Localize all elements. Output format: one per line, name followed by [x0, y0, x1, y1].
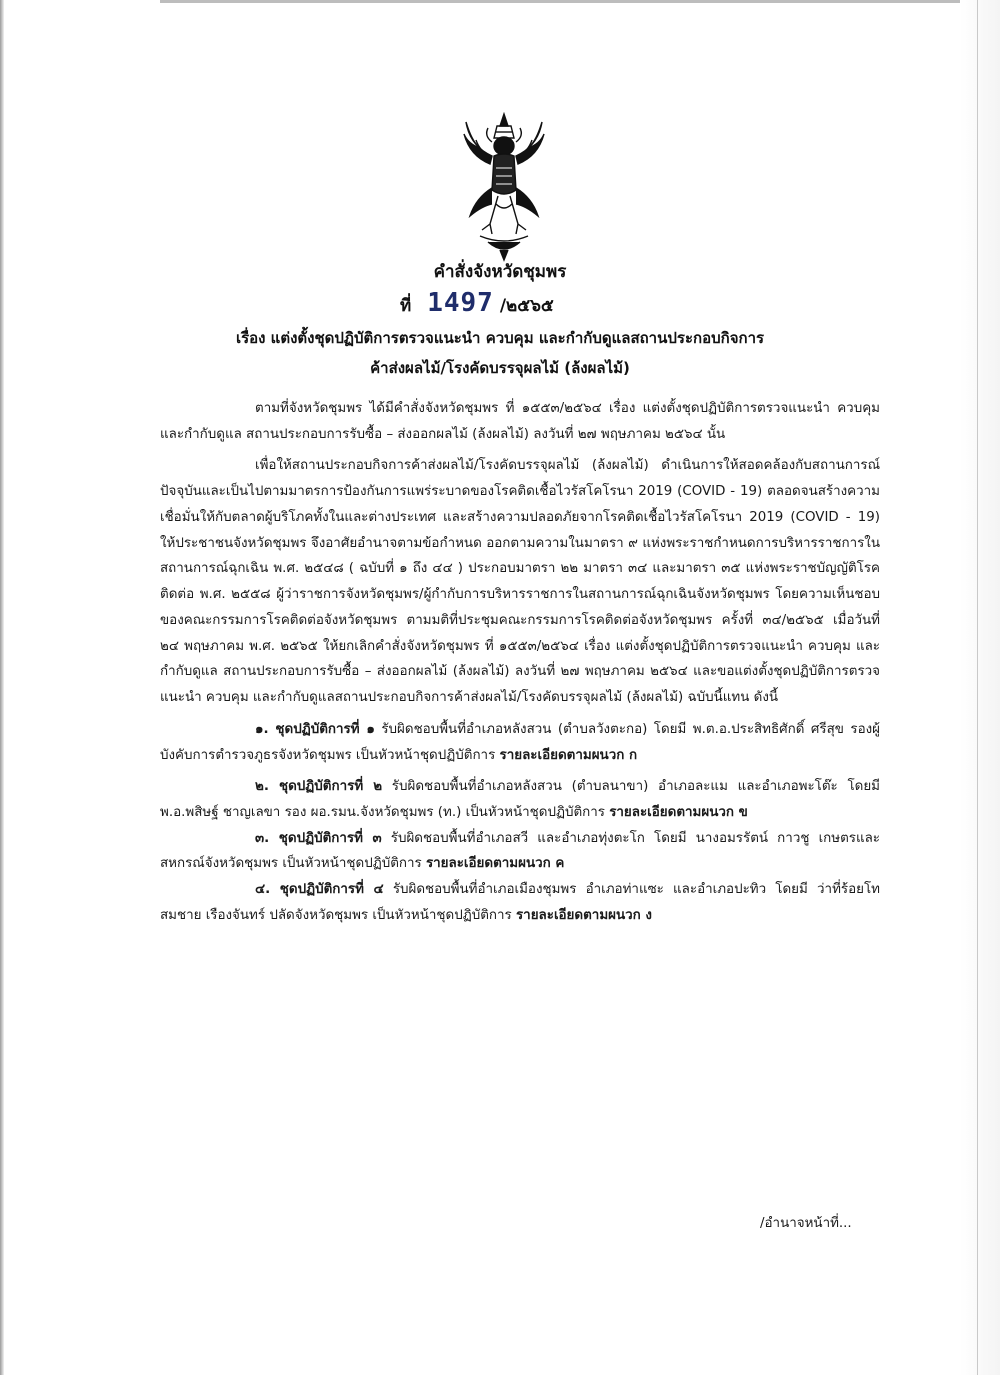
- order-number-handwritten: 1497: [427, 288, 494, 318]
- order-prefix: ที่: [400, 296, 412, 316]
- team-detail: รายละเอียดตามผนวก ก: [499, 747, 638, 763]
- scan-edge-right: [960, 0, 1000, 1375]
- team-text: รับผิดชอบพื้นที่อำเภอหลังสวน (ตำบลวังตะกอ) โดยมี พ.ต.อ.ประสิทธิศักดิ์ ศรีสุข รองผู้บังคับการตำรวจภูธรจังหวัดชุมพร เป็นหัวหน้าชุดปฏิบัติการ: [160, 721, 881, 763]
- order-suffix: /๒๕๖๕: [499, 296, 554, 316]
- team-text: รับผิดชอบพื้นที่อำเภอสวี และอำเภอทุ่งตะโก โดยมี นางอมรรัตน์ กาวชู เกษตรและสหกรณ์จังหวัดชุมพร เป็นหัวหน้าชุดปฏิบัติการ: [160, 830, 880, 872]
- scan-edge-top: [160, 0, 1000, 3]
- team-text: รับผิดชอบพื้นที่อำเภอหลังสวน (ตำบลนาขา) อำเภอละแม และอำเภอพะโต๊ะ โดยมี พ.อ.พสิษฐ์ ชาญเลขา รอง ผอ.รมน.จังหวัดชุมพร (ท.) เป็นหัวหน้าชุดปฏิบัติการ: [160, 779, 881, 821]
- list-item: [160, 774, 880, 825]
- subject-line-1: เรื่อง แต่งตั้งชุดปฏิบัติการตรวจแนะนำ ควบคุม และกำกับดูแลสถานประกอบกิจการ: [235, 329, 765, 347]
- garuda-emblem-icon: [462, 112, 546, 262]
- paragraph-reference: ตามที่จังหวัดชุมพร ได้มีคำสั่งจังหวัดชุมพร ที่ ๑๕๕๓/๒๕๖๔ เรื่อง แต่งตั้งชุดปฏิบัติการตรวจแนะนำ ควบคุม และกำกับดูแล สถานประกอบการรับซื้อ – ส่งออกผลไม้ (ล้งผลไม้) ลงวันที่ ๒๗ พฤษภาคม ๒๕๖๔ นั้น: [160, 401, 880, 442]
- order-body: [160, 396, 880, 929]
- order-number-line: [400, 288, 554, 319]
- team-heading: ๓. ชุดปฏิบัติการที่ ๓: [255, 830, 382, 846]
- team-heading: ๑. ชุดปฏิบัติการที่ ๑: [255, 721, 375, 737]
- list-item: [160, 826, 880, 877]
- team-heading: ๔. ชุดปฏิบัติการที่ ๔: [255, 882, 384, 898]
- list-item: [160, 717, 880, 768]
- paragraph-authority: เพื่อให้สถานประกอบกิจการค้าส่งผลไม้/โรงคัดบรรจุผลไม้ (ล้งผลไม้) ดำเนินการให้สอดคล้องกับสถานการณ์ปัจจุบันและเป็นไปตามมาตรการป้องกันการแพร่ระบาดของโรคติดเชื้อไวรัสโคโรนา 2019 (COVID - 19) ตลอดจนสร้างความเชื่อมั่นให้กับตลาดผู้บริโภคทั้งในและต่างประเทศ และสร้างความปลอดภัยจากโรคติดเชื้อไวรัสโคโรนา 2019 (COVID - 19) ให้ประชาชนจังหวัดชุมพร จึงอาศัยอำนาจตามข้อกำหนด ออกตามความในมาตรา ๙ แห่งพระราชกำหนดการบริหารราชการในสถานการณ์ฉุกเฉิน พ.ศ. ๒๕๔๘ ( ฉบับที่ ๑ ถึง ๔๔ ) ประกอบมาตรา ๒๒ มาตรา ๓๔ และมาตรา ๓๕ แห่งพระราชบัญญัติโรคติดต่อ พ.ศ. ๒๕๕๘ ผู้ว่าราชการจังหวัดชุมพร/ผู้กำกับการบริหารราชการในสถานการณ์ฉุกเฉินจังหวัดชุมพร โดยความเห็นชอบของคณะกรรมการโรคติดต่อจังหวัดชุมพร ตามมติที่ประชุมคณะกรรมการโรคติดต่อจังหวัดชุมพร ครั้งที่ ๓๔/๒๕๖๕ เมื่อวันที่ ๒๔ พฤษภาคม พ.ศ. ๒๕๖๕ ให้ยกเลิกคำสั่งจังหวัดชุมพร ที่ ๑๕๕๓/๒๕๖๔ เรื่อง แต่งตั้งชุดปฏิบัติการตรวจแนะนำ ควบคุม และกำกับดูแล สถานประกอบการรับซื้อ – ส่งออกผลไม้ (ล้งผลไม้) ลงวันที่ ๒๗ พฤษภาคม ๒๕๖๔ และขอแต่งตั้งชุดปฏิบัติการตรวจแนะนำ ควบคุม และกำกับดูแลสถานประกอบกิจการค้าส่งผลไม้/โรงคัดบรรจุผลไม้ (ล้งผลไม้) ฉบับนี้แทน ดังนี้: [160, 458, 880, 706]
- team-detail: รายละเอียดตามผนวก ง: [515, 907, 652, 923]
- scan-edge-left: [0, 0, 4, 1375]
- team-heading: ๒. ชุดปฏิบัติการที่ ๒: [255, 779, 383, 795]
- list-item: [160, 877, 880, 928]
- order-title: คำสั่งจังหวัดชุมพร: [433, 262, 567, 282]
- subject-line-2: ค้าส่งผลไม้/โรงคัดบรรจุผลไม้ (ล้งผลไม้): [370, 359, 630, 377]
- team-detail: รายละเอียดตามผนวก ค: [425, 856, 565, 872]
- team-text: รับผิดชอบพื้นที่อำเภอเมืองชุมพร อำเภอท่าแซะ และอำเภอปะทิว โดยมี ว่าที่ร้อยโท สมชาย เรืองจันทร์ ปลัดจังหวัดชุมพร เป็นหัวหน้าชุดปฏิบัติการ: [160, 882, 880, 923]
- sheet-edge-line: [977, 0, 978, 1375]
- team-detail: รายละเอียดตามผนวก ข: [609, 805, 748, 821]
- page-continuation: /อำนาจหน้าที่...: [760, 1216, 852, 1231]
